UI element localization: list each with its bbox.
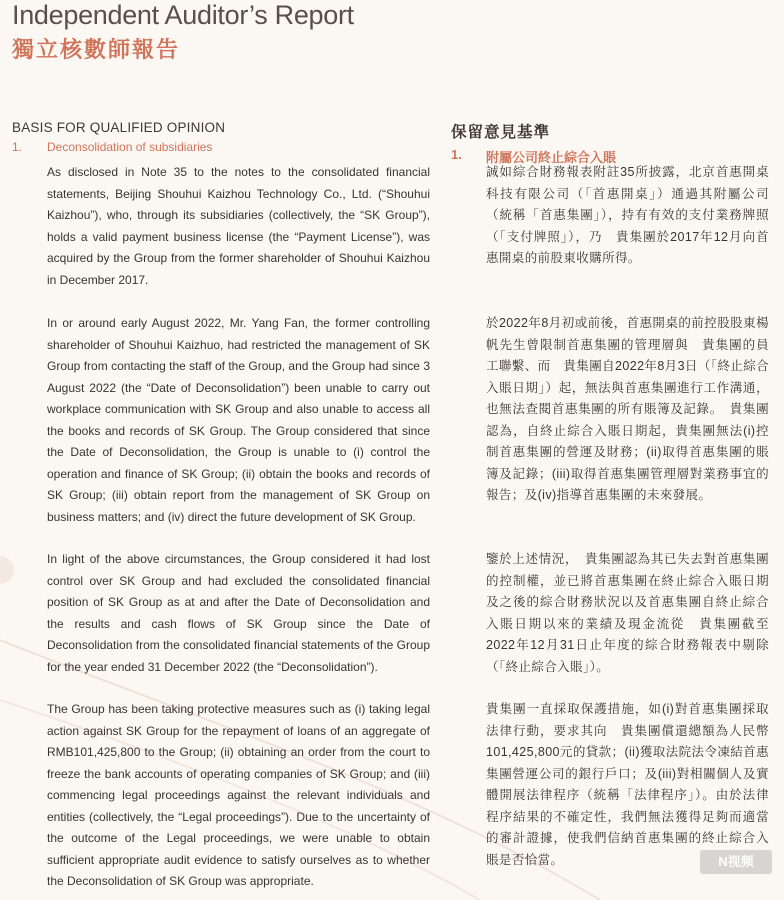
item-heading (12, 140, 432, 154)
watermark-logo: N视频 (700, 850, 772, 874)
report-title-chinese: 獨立核數師報告 (12, 37, 181, 62)
paragraph-1-chinese: 誠如綜合財務報表附註35所披露，北京首惠開桌科技有限公司（「首惠開桌」）通過其附屬公司（統稱「首惠集團」），持有有效的支付業務牌照（「支付牌照」），乃 貴集團於2017年12月向首惠開桌的前股東收購所得。 (486, 165, 769, 265)
item-number-chinese: 1. (451, 147, 462, 162)
paragraph-2-chinese: 於2022年8月初或前後，首惠開桌的前控股股東楊帆先生曾限制首惠集團的管理層與 貴集團的員工聯繫、而 貴集團自2022年8月3日（「終止綜合入賬日期」）起，無法與首惠集團進行工作溝通，也無法查閱首惠集團的所有賬簿及記錄。 貴集團認為，自終止綜合入賬日期起，貴集團無法(i)控制首惠集團的營運及財務；(ii)取得首惠集團的賬簿及記錄；(iii)取得首惠集團管理層對業務事宜的報告；及(iv)指導首惠集團的未來發展。 (486, 316, 769, 502)
report-title: Independent Auditor’s Report (12, 0, 354, 30)
paragraph-2: In or around early August 2022, Mr. Yang Fan, the former controlling shareholder of Shouhui Kaizhuo, had restricted the management of SK Group from contacting the staff of the Group, and the Group had since 3 August 2022 (the “Date of Deconsolidation”) been unable to carry out workplace communication with SK Group and also unable to access all the books and records of SK Group. The Group considered that since the Date of Deconsolidation, the Group is unable to (i) control the operation and finance of SK Group; (ii) obtain the books and records of SK Group; (iii) obtain report from the management of SK Group on business matters; and (iv) direct the future development of SK Group. (47, 316, 430, 524)
paragraph-4: The Group has been taking protective measures such as (i) taking legal action against SK Group for the repayment of loans of an aggregate of RMB101,425,800 to the Group; (ii) obtaining an order from the court to freeze the bank accounts of operating companies of SK Group; and (iii) commencing legal proceedings against the relevant individuals and entities (collectively, the “Legal proceedings”). Due to the uncertainty of the outcome of the Legal proceedings, we were unable to obtain sufficient appropriate audit evidence to satisfy ourselves as to whether the Deconsolidation of SK Group was appropriate. (47, 702, 430, 888)
item-title: Deconsolidation of subsidiaries (47, 140, 213, 154)
paragraph-3-chinese: 鑒於上述情況， 貴集團認為其已失去對首惠集團的控制權，並已將首惠集團在終止綜合入賬日期及之後的綜合財務狀況以及首惠集團自終止綜合入賬日期以來的業績及現金流從 貴集團截至2022年12月31日止年度的綜合財務報表中剔除（「終止綜合入賬」）。 (486, 552, 769, 674)
english-column (12, 120, 432, 888)
section-heading: BASIS FOR QUALIFIED OPINION (12, 120, 226, 135)
paragraph-1: As disclosed in Note 35 to the notes to the consolidated financial statements, Beijing Shouhui Kaizhou Technology Co., Ltd. (“Shouhui Kaizhou”), who, through its subsidiaries (collectively, the “SK Group”), holds a valid payment business license (the “Payment License”), was acquired by the Group from the former shareholder of Shouhui Kaizhou in December 2017. (47, 165, 430, 287)
section-heading-chinese: 保留意見基準 (451, 124, 551, 141)
item-number: 1. (12, 140, 23, 154)
paragraph-4-chinese: 貴集團一直採取保護措施，如(i)對首惠集團採取法律行動，要求其向 貴集團償還總額為人民幣101,425,800元的貸款；(ii)獲取法院法令凍結首惠集團營運公司的銀行戶口；及(iii)對相關個人及實體開展法律程序（統稱「法律程序」）。由於法律程序結果的不確定性，我們無法獲得足夠而適當的審計證據，使我們信納首惠集團的終止綜合入賬是否恰當。 (486, 702, 769, 867)
item-title-chinese: 附屬公司終止綜合入賬 (486, 150, 617, 165)
paragraph-3: In light of the above circumstances, the Group considered it had lost control over SK Group and had excluded the consolidated financial position of SK Group as at and after the Date of Deconsolidation and the results and cash flows of SK Group since the Date of Deconsolidation from the consolidated financial statements of the Group for the year ended 31 December 2022 (the “Deconsolidation”). (47, 552, 430, 674)
